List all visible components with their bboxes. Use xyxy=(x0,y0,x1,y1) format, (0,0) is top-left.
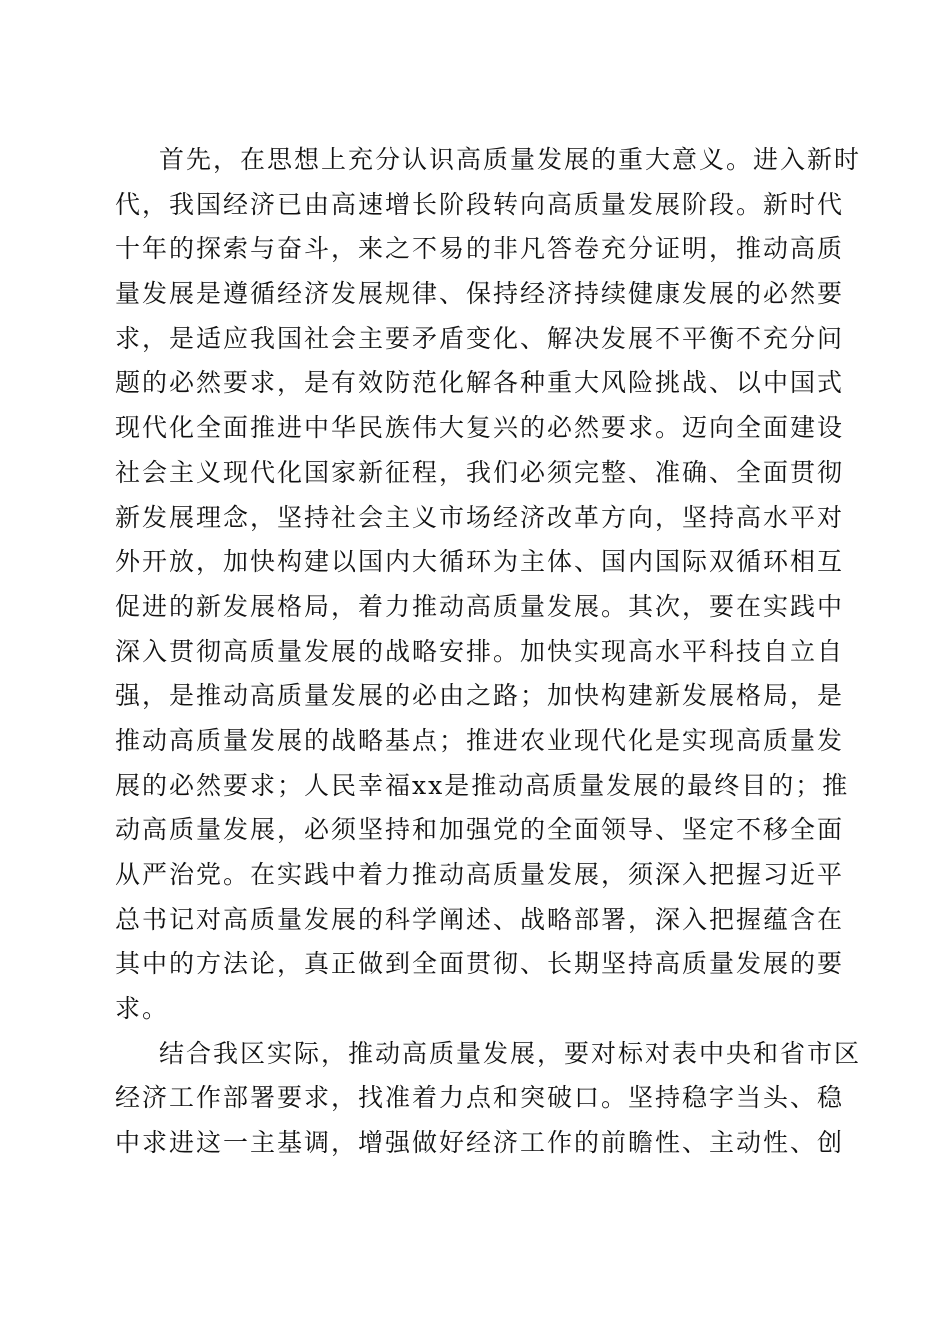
paragraph-1-line-16: 动高质量发展，必须坚持和加强党的全面领导、坚定不移全面 xyxy=(115,815,845,845)
paragraph-1-line-8: 社会主义现代化国家新征程，我们必须完整、准确、全面贯彻 xyxy=(115,457,845,487)
paragraph-1-line-2: 代，我国经济已由高速增长阶段转向高质量发展阶段。新时代 xyxy=(115,189,845,219)
paragraph-1-line-5: 求，是适应我国社会主要矛盾变化、解决发展不平衡不充分问 xyxy=(115,323,845,353)
paragraph-1-line-17: 从严治党。在实践中着力推动高质量发展，须深入把握习近平 xyxy=(115,860,845,889)
paragraph-1-line-3: 十年的探索与奋斗，来之不易的非凡答卷充分证明，推动高质 xyxy=(115,234,845,264)
paragraph-2-line-3: 中求进这一主基调，增强做好经济工作的前瞻性、主动性、创 xyxy=(115,1128,845,1158)
paragraph-1-line-12: 深入贯彻高质量发展的战略安排。加快实现高水平科技自立自 xyxy=(115,636,845,666)
paragraph-1-line-4: 量发展是遵循经济发展规律、保持经济持续健康发展的必然要 xyxy=(115,279,845,309)
paragraph-2-line-1: 结合我区实际，推动高质量发展，要对标对表中央和省市区 xyxy=(159,1038,862,1068)
document-body xyxy=(115,138,862,1166)
paragraph-1-line-7: 现代化全面推进中华民族伟大复兴的必然要求。迈向全面建设 xyxy=(115,413,845,443)
paragraph-1-line-18: 总书记对高质量发展的科学阐述、战略部署，深入把握蕴含在 xyxy=(115,904,845,934)
paragraph-2-line-2: 经济工作部署要求，找准着力点和突破口。坚持稳字当头、稳 xyxy=(115,1083,845,1113)
paragraph-1-line-20: 求。 xyxy=(115,994,170,1024)
paragraph-1-line-6: 题的必然要求，是有效防范化解各种重大风险挑战、以中国式 xyxy=(115,368,845,398)
paragraph-1-line-1: 首先，在思想上充分认识高质量发展的重大意义。进入新时 xyxy=(159,145,862,174)
paragraph-1-line-11: 促进的新发展格局，着力推动高质量发展。其次，要在实践中 xyxy=(115,591,845,621)
paragraph-1-line-15: 展的必然要求；人民幸福xx是推动高质量发展的最终目的；推 xyxy=(115,770,850,800)
paragraph-1-line-9: 新发展理念，坚持社会主义市场经济改革方向，坚持高水平对 xyxy=(115,502,845,532)
paragraph-1-line-13: 强，是推动高质量发展的必由之路；加快构建新发展格局，是 xyxy=(115,681,845,711)
paragraph-1-line-10: 外开放，加快构建以国内大循环为主体、国内国际双循环相互 xyxy=(115,547,845,577)
paragraph-1-line-19: 其中的方法论，真正做到全面贯彻、长期坚持高质量发展的要 xyxy=(115,949,845,979)
paragraph-1-line-14: 推动高质量发展的战略基点；推进农业现代化是实现高质量发 xyxy=(115,725,845,755)
